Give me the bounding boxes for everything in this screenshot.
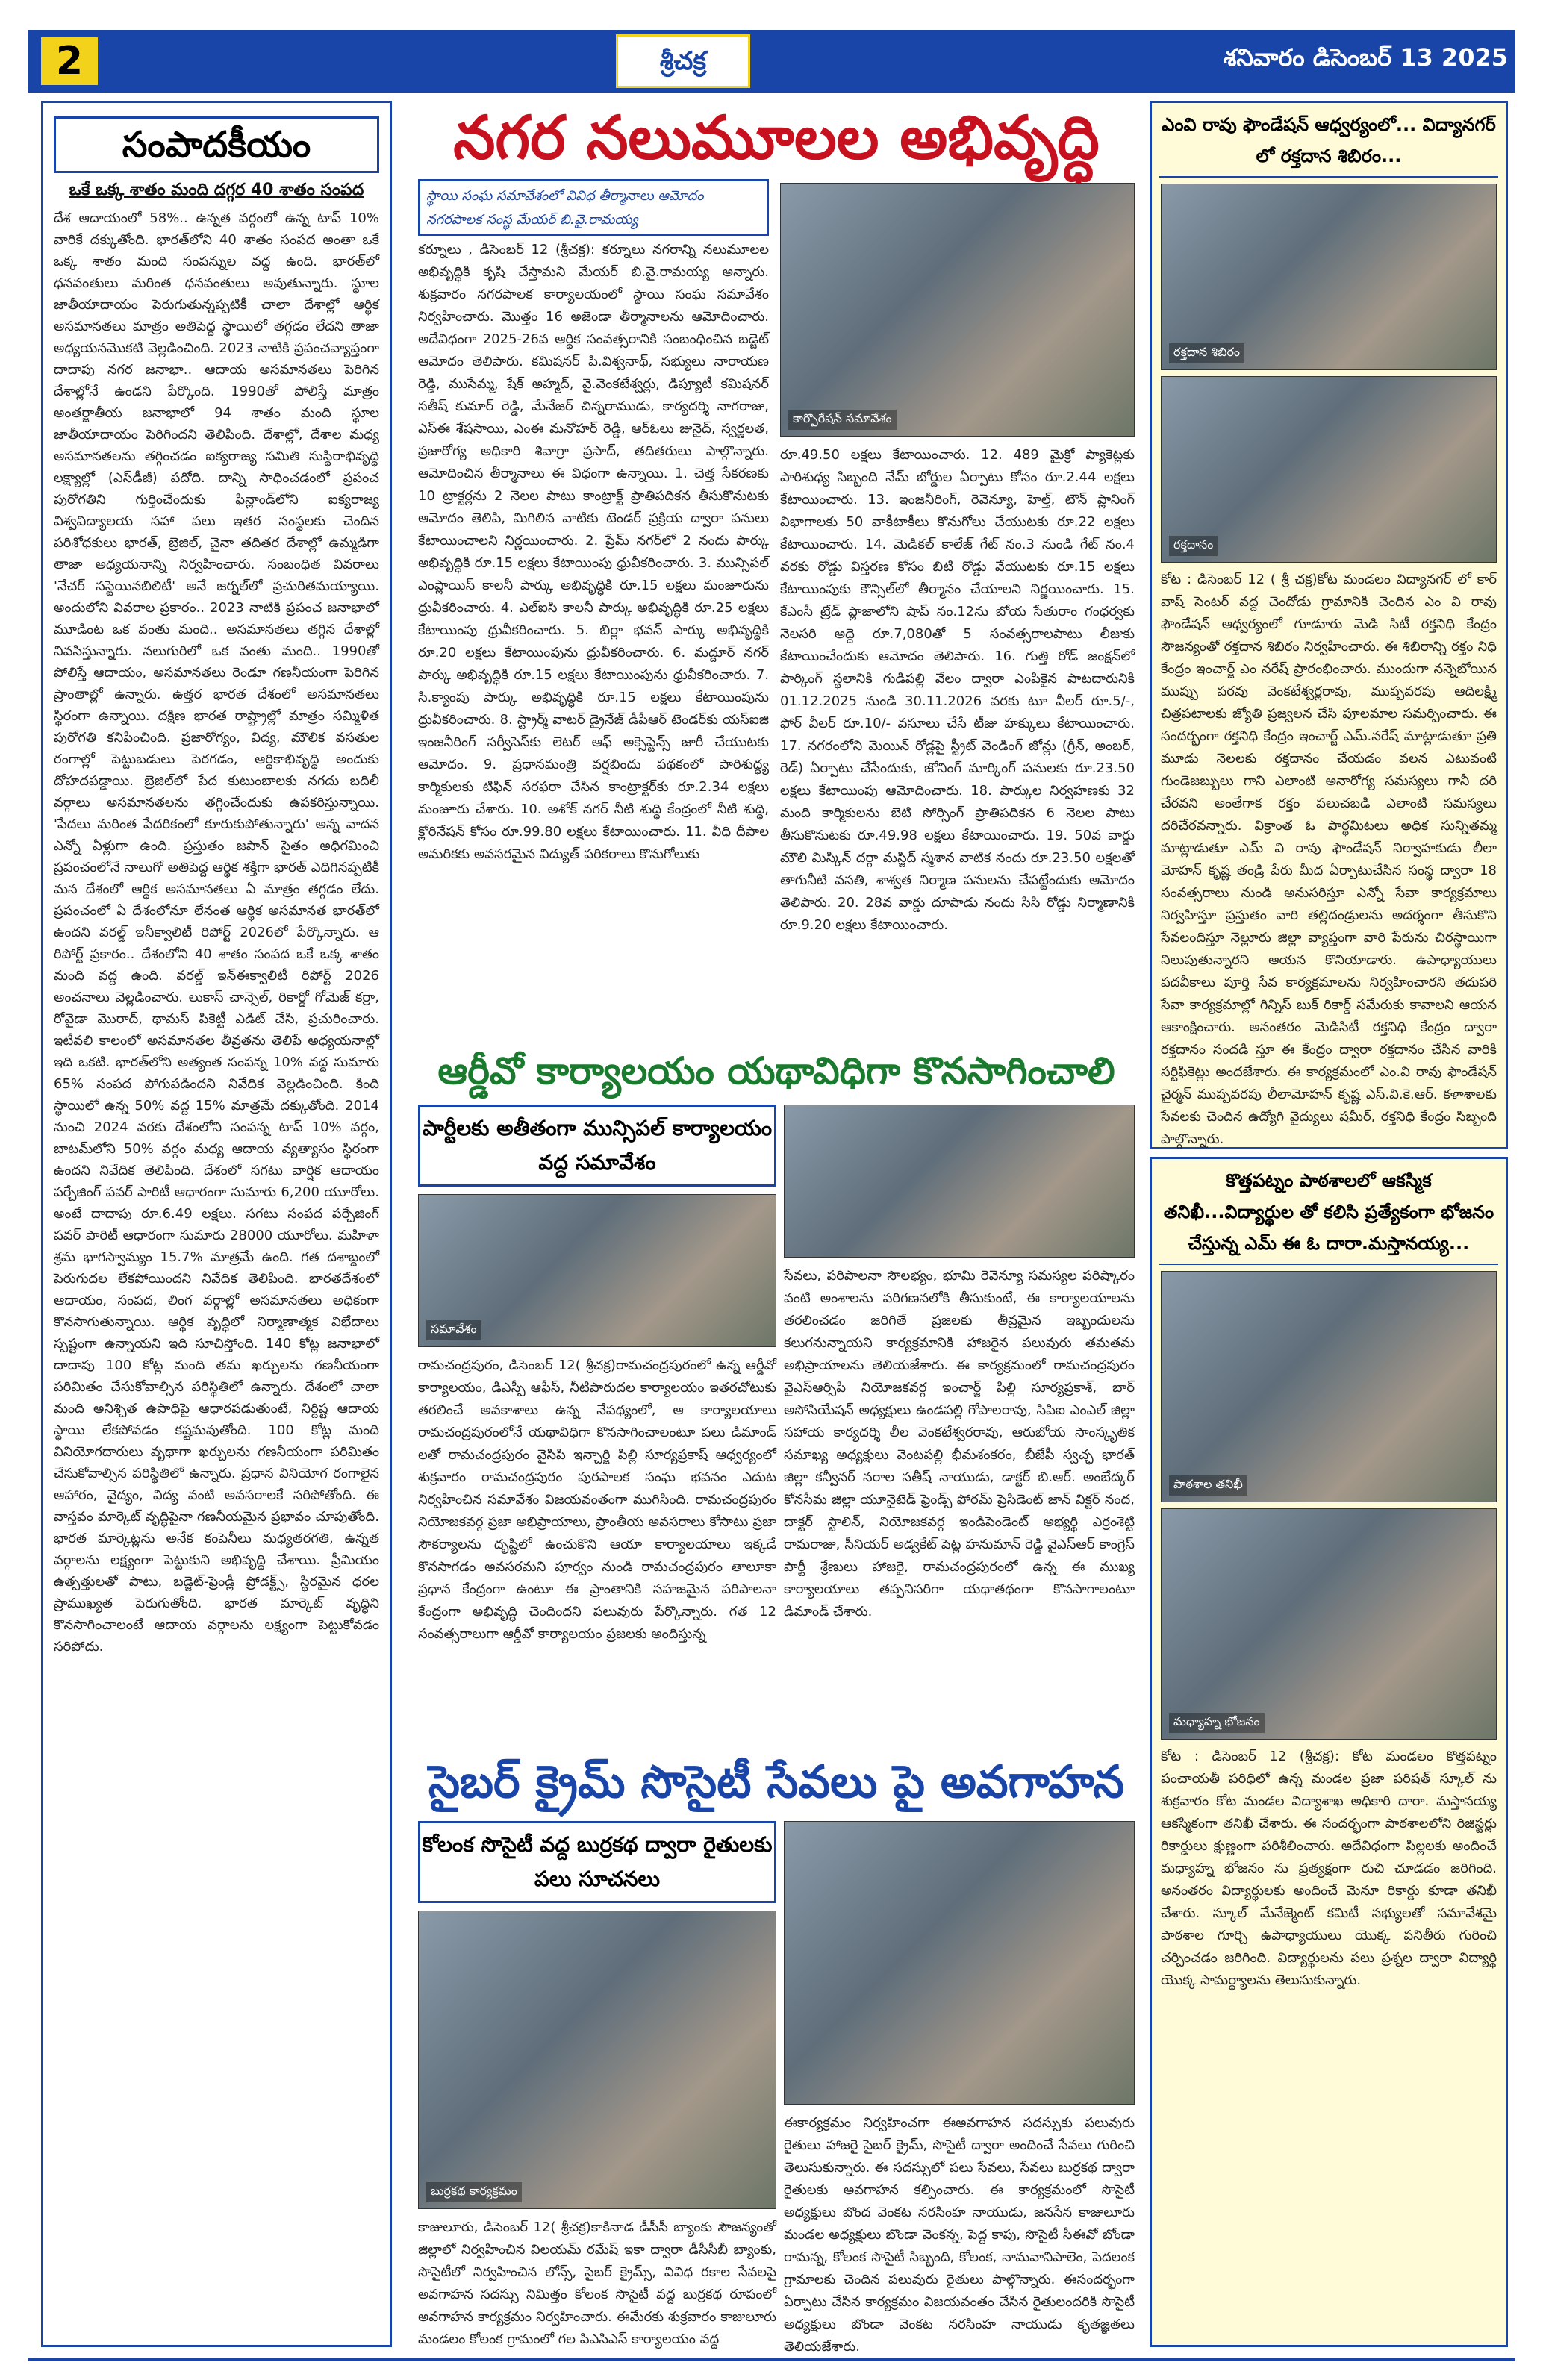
issue-date: శనివారం డిసెంబర్ 13 2025 [1223,43,1508,72]
cyber-story-body-left: కాజులూరు, డిసెంబర్ 12( శ్రీచక్ర)కాకినాడ డీసీసీ బ్యాంకు సౌజన్యంతో జిల్లాలో నిర్వహించిన విలయమ్ రమేష్ ఇకా ద్వారా డీసీసీబీ బ్యాంకు, సొసైటీలో నిర్వహించిన లోన్స్, సైబర్ క్రైమ్స్, వివిధ రకాల సేవలపై అవగాహన సదస్సు నిమిత్తం కోలంక సొసైటీ వద్ద బుర్రకథ రూపంలో అవగాహన కార్యక్రమం నిర్వహించారు. ఈమేరకు శుక్రవారం కాజులూరు మండలం కోలంక గ్రామంలో గల పిఎసిఎస్ కార్యాలయం వద్ద [418,2220,776,2347]
cyber-photo-label: బుర్రకథ కార్యక్రమం [426,2182,522,2202]
main-story-photo-label: కార్పొరేషన్ సమావేశం [788,410,897,430]
blood-camp-headline: ఎంవి రావు ఫౌండేషన్ ఆధ్వర్యంలో... విద్యానగర్ లో రక్తదాన శిబిరం... [1159,109,1498,178]
school-story-box [1150,1157,1508,2347]
blood-camp-body: కోట : డిసెంబర్ 12 ( శ్రీ చక్ర)కోట మండలం విద్యానగర్ లో కార్ వాష్ సెంటర్ వద్ద చెందోడు గ్రామానికి చెందిన ఎం వి రావు ఫౌండేషన్ ఆధ్వర్యంలో గూడూరు మెడి సిటీ రక్తనిధి కేంద్రం సౌజన్యంతో రక్తదాన శిబిరం నిర్వహించారు. ఈ శిబిరాన్ని రక్తం నిధి కేంద్రం ఇంచార్జ్ ఎం నరేష్ ప్రారంభించారు. ముందుగా నన్నెబోయిన ముప్పు పరవు వెంకటేశ్వర్లరావు, ముప్పవరపు ఆదిలక్ష్మి చిత్రపటాలకు జ్యోతి ప్రజ్వలన చేసి పూలమాల సమర్పించారు. ఈ సందర్భంగా రక్తనిధి కేంద్రం ఇంచార్జ్ ఎమ్.నరేష్ మాట్లాడుతూ ప్రతి మూడు నెలలకు రక్తదానం చేయడం వలన ఎటువంటి గుండెజబ్బులు గాని ఎలాంటి అనారోగ్య సమస్యలు గానీ దరి చేరవని అంతేగాక రక్తం పలుచబడి ఎలాంటి సమస్యలు దరిచేరవన్నారు. విక్రాంత ఓ పార్థమిటలు అధిక సున్నితమ్మ మాట్లాడుతూ ఎమ్ వి రావు ఫౌండేషన్ నిర్వాహకుడు లీలా మోహన్ కృష్ణ తండ్రి పేరు మీద ఏర్పాటుచేసిన సంస్థ ద్వారా 18 సంవత్సరాలు నుండి అనుసరిస్తూ ఎన్నో సేవా కార్యక్రమాలు నిర్వహిస్తూ ప్రస్తుతం వారి తల్లిదండ్రులను అదర్శంగా తీసుకొని సేవలందిస్తూ నెల్లూరు జిల్లా వ్యాప్తంగా వారి పేరును చిరస్థాయిగా నిలుపుతున్నారని ఆయన కొనియాడారు. ఉపాధ్యాయులు పదవీకాలు పూర్తి సేవ కార్యక్రమాలను నిర్వహించారని తదుపరి సేవా కార్యక్రమాల్లో గిన్నిస్ బుక్ రికార్డ్ సమేరుకు కావాలని ఆయన ఆకాంక్షించారు. అనంతరం మెడిసిటీ రక్తనిధి కేంద్రం ద్వారా రక్తదానం సందడి స్తూ ఈ కేంద్రం ద్వారా రక్తదానం చేసిన వారికి సర్టిఫికెట్లు అందజేశారు. ఈ కార్యక్రమంలో ఎం.వి రావు ఫౌండేషన్ చైర్మన్ ముప్పవరపు లీలామోహన్ కృష్ణ ఎస్.వి.కె.ఆర్. కళాశాలకు సేవలకు చెందిన ఉద్యోగి వైద్యులు షమీర్, రక్తనిధి కేంద్రం సిబ్బంది పాల్గొన్నారు. [1161,572,1497,1147]
school-photo-1-label: పాఠశాల తనిఖీ [1169,1475,1247,1496]
cyber-story-body-right: ఈకార్యక్రమం నిర్వహించగా ఈఅవగాహన సదస్సుకు పలువురు రైతులు హాజరై సైబర్ క్రైమ్, సొసైటీ ద్వారా అందించే సేవలు గురించి తెలుసుకున్నారు. ఈ సదస్సులో పలు సేవలు, సేవలు బుర్రకథ ద్వారా రైతులకు అవగాహన కల్పించారు. ఈ కార్యక్రమంలో సొసైటీ అధ్యక్షులు బొంద వెంకట నరసింహ నాయుడు, జనసేన కాజులూరు మండల అధ్యక్షులు బొండా వెంకన్న, పెద్ద కాపు, సొసైటీ సీఈవో బోండా రామన్న, కోలంక సొసైటీ సిబ్బంది, కోలంక, నామవానిపాలెం, పెదలంక గ్రామాలకు చెందిన పలువురు రైతులు పాల్గొన్నారు. ఈసందర్భంగా ఏర్పాటు చేసిన కార్యక్రమం విజయవంతం చేసిన రైతులందరికి సొసైటీ అధ్యక్షులు బొండా వెంకట నరసింహ నాయుడు కృతజ్ఞతలు తెలియజేశారు. [784,2115,1135,2355]
rdo-story-body-right: సేవలు, పరిపాలనా సౌలభ్యం, భూమి రెవెన్యూ సమస్యల పరిష్కారం వంటి అంశాలను పరిగణనలోకి తీసుకుంటే, ఈ కార్యాలయాలను తరలించడం జరిగితే ప్రజలకు తీవ్రమైన ఇబ్బందులను కలుగనున్నాయని కార్యక్రమానికి హాజరైన పలువురు తమతమ అభిప్రాయాలను తెలియజేశారు. ఈ కార్యక్రమంలో రామచంద్రపురం వైఎస్ఆర్సిపి నియోజకవర్గ ఇంచార్జ్ పిల్లి సూర్యప్రకాశ్, బార్ అసోసియేషన్ అధ్యక్షులు ఉండపల్లి గోపాలరావు, సిపిఐ ఎంఎల్ జిల్లా సహాయ కార్యదర్శి లీల వెంకటేశ్వరరావు, ఆరుబోయ సాంస్కృతిక సమాఖ్య అధ్యక్షులు వెంటపల్లి భీమశంకరం, బీజేపీ స్వచ్ఛ భారత్ జిల్లా కన్వీనర్ నరాల సతీష్ నాయుడు, డాక్టర్ బి.ఆర్. అంబేద్కర్ కోనసీమ జిల్లా యూనైటెడ్ ఫ్రెండ్స్ ఫోరమ్ ప్రెసిడెంట్ జాన్ విక్టర్ నంద, దాక్టర్ స్టాలిన్, నియోజకవర్గ ఇండిపెండెంట్ అభ్యర్థి ఎర్రంశెట్టి రామరాజు, సీనియర్ అడ్వకేట్ పెట్ల హనుమాన్ రెడ్డి వైఎస్ఆర్ కాంగ్రెస్ పార్టీ శ్రేణులు హాజరై, రామచంద్రపురంలో ఉన్న ఈ ముఖ్య కార్యాలయాలు తప్పనిసరిగా యథాతథంగా కొనసాగాలంటూ డిమాండ్ చేశారు. [784,1268,1135,1620]
rdo-headline: ఆర్డీవో కార్యాలయం యథావిధిగా కొనసాగించాలి [437,1049,1115,1093]
blood-camp-box [1150,101,1508,1149]
page-number: 2 [41,37,98,85]
rdo-subheadline: పార్టీలకు అతీతంగా మున్సిపల్ కార్యాలయం వద్ద సమావేశం [418,1105,776,1187]
rdo-photo-stage [784,1105,1135,1258]
editorial-headline: ఒకే ఒక్క శాతం మంది దగ్గర 40 శాతం సంపద [69,181,364,199]
main-story-body-right: రూ.49.50 లక్షలు కేటాయించారు. 12. 489 మైక్రో ప్యాకెట్లకు పారిశుధ్య సిబ్బంది నేమ్ బోర్డుల ఏర్పాటు కోసం రూ.2.44 లక్షలు కేటాయించారు. 13. ఇంజనీరింగ్, రెవెన్యూ, హెల్త్, టౌన్ ప్లానింగ్ విభాగాలకు 50 వాకీటాకీలు కొనుగోలు చేయుటకు రూ.22 లక్షలు కేటాయించారు. 14. మెడికల్ కాలేజ్ గేట్ నం.3 నుండి గేట్ నం.4 వరకు రోడ్డు విస్తరణ కోసం బిటి రోడ్డు వేయుటకు రూ.15 లక్షలు కేటాయింపుకు కౌన్సిల్‌లో తీర్మానం చేయాలని నిర్ణయించారు. 15. కేఎంసీ ట్రేడ్ ప్లాజాలోని షాప్ నం.12ను బోయ సేతురాం గంధర్వకు నెలసరి అద్దె రూ.7,080తో 5 సంవత్సరాలపాటు లీజుకు కేటాయించేందుకు ఆమోదం తెలిపారు. 16. గుత్తి రోడ్ జంక్షన్‌లో పార్కింగ్ స్థలానికి గుడిపల్లి వేలం ద్వారా ఎంపికైన పాటదారునికి 01.12.2025 నుండి 30.11.2026 వరకు టూ వీలర్ రూ.5/-, ఫోర్ వీలర్ రూ.10/- వసూలు చేసే టీజు హక్కులు కేటాయించారు. 17. నగరంలోని మెయిన్ రోడ్లపై స్ట్రీట్ వెండింగ్ జోన్లు (గ్రీన్, అంబర్, రెడ్) ఏర్పాటు చేసేందుకు, జోనింగ్ మార్కింగ్ పనులకు రూ.23.50 లక్షలు కేటాయింపు ఆమోదించారు. 18. పార్కుల నిర్వహణకు 32 మంది కార్మికులను బెటి సోర్సింగ్ ప్రాతిపదికన 6 నెలల పాటు తీసుకొనుటకు రూ.49.98 లక్షలు కేటాయించారు. 19. 50వ వార్డు మౌలి మిస్కిన్ దర్గా మస్జిద్ స్మశాన వాటిక నందు రూ.23.50 లక్షలతో తాగునీటి వసతి, శాశ్వత నిర్మాణ పనులను చేపట్టేందుకు ఆమోదం తెలిపారు. 20. 28వ వార్డు దూపాడు నందు సిసి రోడ్డు నిర్మాణానికి రూ.9.20 లక్షలు కేటాయించారు. [780,447,1135,933]
main-story-body-left: కర్నూలు , డిసెంబర్ 12 (శ్రీచక్ర): కర్నూలు నగరాన్ని నలుమూలల అభివృద్ధికి కృషి చేస్తామని మేయర్ బి.వై.రామయ్య అన్నారు. శుక్రవారం నగరపాలక కార్యాలయంలో స్థాయి సంఘ సమావేశం నిర్వహించారు. మొత్తం 16 అజెండా తీర్మానాలను ఆమోదించారు. అదేవిధంగా 2025-26వ ఆర్థిక సంవత్సరానికి సంబంధించిన బడ్జెట్ ఆమోదం తెలిపారు. కమిషనర్ పి.విశ్వనాథ్, సభ్యులు నారాయణ రెడ్డి, ముసేమ్మ, షేక్ అహ్మద్, వై.వెంకటేశ్వర్లు, డిప్యూటీ కమిషనర్ సతీష్ కుమార్ రెడ్డి, మేనేజర్ చిన్నరాముడు, కార్యదర్శి నాగరాజు, ఎస్‌ఈ శేషసాయి, ఎంఈ మనోహర్ రెడ్డి, ఆర్‌ఓలు జునైద్, స్వర్ణలత, ప్రజారోగ్య అధికారి శివాగ్రా ప్రసాద్, తదితరులు పాల్గొన్నారు. ఆమోదించిన తీర్మానాలు ఈ విధంగా ఉన్నాయి. 1. చెత్త సేకరణకు 10 ట్రాక్టర్లను 2 నెలల పాటు కాంట్రాక్ట్ ప్రాతిపదికన తీసుకొనుటకు ఆమోదం తెలిపి, మిగిలిన వాటికు టెండర్ ప్రక్రియ ద్వారా పనులు కేటాయించాలని నిర్ణయించారు. 2. ప్రేమ్ నగర్‌లో 2 నందు పార్కు అభివృద్ధికి రూ.15 లక్షలు కేటాయింపు ధ్రువీకరించారు. 3. మున్సిపల్ ఎంప్లాయిస్ కాలనీ పార్కు అభివృద్ధికి రూ.15 లక్షలు మంజూరును ధ్రువీకరించారు. 4. ఎల్ఐసి కాలనీ పార్కు అభివృద్ధికి రూ.25 లక్షలు కేటాయింపు ధ్రువీకరించారు. 5. బిర్లా భవన్ పార్కు అభివృద్ధికి రూ.20 లక్షలు కేటాయింపును ధ్రువీకరించారు. 6. మద్దూర్ నగర్ పార్కు అభివృద్ధికి రూ.15 లక్షలు కేటాయింపును ధ్రువీకరించారు. 7. సి.క్యాంపు పార్కు అభివృద్ధికి రూ.15 లక్షలు కేటాయింపును ధ్రువీకరించారు. 8. స్ట్రార్మ్ వాటర్ డ్రైనేజ్ డీపీఆర్ టెండర్‌కు యస్ఐజి ఇంజనీరింగ్ సర్వీసెస్‌కు లెటర్ ఆఫ్ అక్సెప్టెన్స్ జారీ చేయుటకు ఆమోదం. 9. ప్రధానమంత్రి వర్షబిందు పథకంలో పారిశుద్ధ్య కార్మికులకు టిఫిన్ సరఫరా చేసిన కాంట్రాక్టర్‌కు రూ.2.34 లక్షలు మంజూరు చేశారు. 10. అశోక్ నగర్ నీటి శుద్ధి కేంద్రంలో నీటి శుద్ధి, క్లోరినేషన్ కోసం రూ.99.80 లక్షలు కేటాయించారు. 11. వీధి దీపాల అమరికకు అవసరమైన విద్యుత్ పరికరాలు కొనుగోలుకు [418,242,769,862]
blood-camp-photo-1 [1161,184,1497,370]
rdo-story-body-left: రామచంద్రపురం, డిసెంబర్ 12( శ్రీచక్ర)రామచంద్రపురంలో ఉన్న ఆర్డీవో కార్యాలయం, డిఎస్పీ ఆఫీస్, నీటిపారుదల కార్యాలయం ఇతరచోటుకు తరలించే అవకాశాలు ఉన్న నేపథ్యంలో, ఆ కార్యాలయాలు రామచంద్రపురంలోనే యథావిధిగా కొనసాగించాలంటూ పలు డిమాండ్ లతో రామచంద్రపురం వైసిపి ఇన్చార్జి పిల్లి సూర్యప్రకాష్ ఆధ్వర్యంలో శుక్రవారం రామచంద్రపురం పురపాలక సంఘ భవనం ఎదుట నిర్వహించిన సమావేశం విజయవంతంగా ముగిసింది. రామచంద్రపురం నియోజకవర్గ ప్రజా అభిప్రాయాలు, ప్రాంతీయ అవసరాలు కోసాటు ప్రజా సౌకర్యాలను దృష్టిలో ఉంచుకొని ఆయా కార్యాలయాలు ఇక్కడే కొనసాగడం అవసరమని పూర్వం నుండి రామచంద్రపురం తాలూకా ప్రధాన కేంద్రంగా ఉంటూ ఈ ప్రాంతానికి సహజమైన పరిపాలనా కేంద్రంగా అభివృద్ధి చెందిందని పలువురు పేర్కొన్నారు. గత 12 సంవత్సరాలుగా ఆర్డీవో కార్యాలయం ప్రజలకు అందిస్తున్న [418,1358,776,1642]
blood-camp-photo-2-label: రక్తదానం [1169,536,1218,556]
main-story-photo [780,183,1135,437]
main-headline: నగర నలుమూలల అభివృద్ధి [453,103,1100,172]
main-subheadline: స్థాయి సంఘ సమావేశంలో వివిధ తీర్మానాలు ఆమోదం నగరపాలక సంస్థ మేయర్ బి.వై.రామయ్య [418,179,769,236]
blood-camp-photo-2 [1161,376,1497,563]
masthead-logo: శ్రీచక్ర [616,34,750,88]
editorial-column [41,101,392,2347]
cyber-photo-farmers [784,1821,1135,2105]
rdo-photo-label: సమావేశం [426,1320,481,1340]
rdo-photo-meeting [418,1194,776,1347]
cyber-headline: సైబర్ క్రైమ్ సొసైటీ సేవలు పై అవగాహన [428,1756,1125,1808]
cyber-subheadline: కోలంక సొసైటీ వద్ద బుర్రకథ ద్వారా రైతులకు పలు సూచనలు [418,1821,776,1903]
school-story-headline: కొత్తపట్నం పాఠశాలలో ఆకస్మిక తనిఖీ...విద్యార్థుల తో కలిసి ప్రత్యేకంగా భోజనం చేస్తున్న ఎమ్ ఈ ఓ దారా.మస్తానయ్య... [1159,1165,1498,1265]
cyber-photo-burrakatha [418,1911,776,2209]
blood-camp-photo-1-label: రక్తదాన శిబిరం [1169,343,1244,363]
school-story-body: కోట : డిసెంబర్ 12 (శ్రీచక్ర): కోట మండలం కొత్తపట్నం పంచాయతీ పరిధిలో ఉన్న మండల ప్రజా పరిషత్ స్కూల్ ను శుక్రవారం కోట మండల విద్యాశాఖ అధికారి దారా. మస్తానయ్య ఆకస్మికంగా తనిఖీ చేశారు. ఈ సందర్భంగా పాఠశాలలోని రిజిస్టర్లు రికార్డులు క్షుణ్ణంగా పరిశీలించారు. అదేవిధంగా పిల్లలకు అందించే మధ్యాహ్న భోజనం ను ప్రత్యక్షంగా రుచి చూడడం జరిగింది. అనంతరం విద్యార్థులకు అందించే మెనూ రికార్డు కూడా తనిఖీ చేశారు. స్కూల్ మేనేజ్మెంట్ కమిటీ సభ్యులతో సమావేశమై పాఠశాల గూర్చి ఉపాధ్యాయులు యొక్క పనితీరు గురించి చర్చించడం జరిగింది. విద్యార్థులను పలు ప్రశ్నల ద్వారా విద్యార్థి యొక్క సామర్థ్యాలను తెలుసుకున్నారు. [1161,1749,1497,1988]
editorial-body: దేశ ఆదాయంలో 58%.. ఉన్నత వర్గంలో ఉన్న టాప్ 10% వారికే దక్కుతోంది. భారత్‌లోని 40 శాతం సంపద అంతా ఒకే ఒక్క శాతం మంది సంపన్నుల వద్ద ఉంది. భారత్‌లో ధనవంతులు మరింత ధనవంతులు అవుతున్నారు. స్థూల జాతీయాదాయం పెరుగుతున్నప్పటికీ చాలా దేశాల్లో ఆర్థిక అసమానతలు మాత్రం అతిపెద్ద స్థాయిలో తగ్గడం లేదని తాజా అధ్యయనమొకటి వెల్లడించింది. 2023 నాటికి ప్రపంచవ్యాప్తంగా దాదాపు నగర జనాభా.. ఆదాయ అసమానతలు పెరిగిన దేశాల్లోనే ఉండని పేర్కొంది. 1990తో పోలిస్తే మాత్రం అంతర్జాతీయ జనాభాలో 94 శాతం మంది స్థూల జాతీయాదాయం పెరిగిందని తెలిపింది. దేశాల్లో, దేశాల మధ్య అసమానతలను తగ్గించడం ఐక్యరాజ్య సమితి సుస్థిరాభివృద్ధి లక్ష్యాల్లో (ఎస్‌డీజీ) పదోది. దాన్ని సాధించడంలో ప్రపంచ పురోగతిని గుర్తించేందుకు ఫిన్లాండ్‌లోని ఐక్యరాజ్య విశ్వవిద్యాలయ సహా పలు ఇతర సంస్థలకు చెందిన పరిశోధకులు భారత్, బ్రెజిల్, చైనా తదితర దేశాల్లో ఉమ్మడిగా తాజా అధ్యయనాన్ని నిర్వహించారు. సంబంధిత వివరాలు 'నేచర్ సస్టెయినబిలిటీ' అనే జర్నల్‌లో ప్రచురితమయ్యాయి. అందులోని వివరాల ప్రకారం.. 2023 నాటికి ప్రపంచ జనాభాలో మూడింట ఒక వంతు మంది.. అసమానతలు తగ్గిన దేశాల్లో నివసిస్తున్నారు. నలుగురిలో ఒక వంతు మంది.. 1990తో పోలిస్తే ఆదాయం, అసమానతలు రెండూ గణనీయంగా పెరిగిన ప్రాంతాల్లో ఉన్నారు. ఉత్తర భారత దేశంలో అసమానతలు స్థిరంగా ఉన్నాయి. దక్షిణ భారత రాష్ట్రాల్లో మాత్రం సమ్మిళిత పురోగతి కనిపించింది. ప్రజారోగ్యం, విద్య, మౌలిక వసతుల రంగాల్లో పెట్టుబడులు పెరగడం, ఆర్థికాభివృద్ధి అందుకు దోహదపడ్డాయి. బ్రెజిల్‌లో పేద కుటుంబాలకు నగదు బదిలీ వర్గాలు అసమానతలను తగ్గించేందుకు ఉపకరిస్తున్నాయి. 'పేదలు మరింత పేదరికంలో కూరుకుపోతున్నారు' అన్న వాదన ఎన్నో ఏళ్లుగా ఉంది. ప్రస్తుతం జపాన్ సైతం అధిగమించి ప్రపంచంలోనే నాలుగో అతిపెద్ద ఆర్థిక శక్తిగా భారత్ ఎదిగినప్పటికీ మన దేశంలో ఆర్థిక అసమానతలు ఏ మాత్రం తగ్గడం లేదు. ప్రపంచంలో ఏ దేశంలోనూ లేనంత ఆర్థిక అసమానత భారత్‌లో ఉందని వరల్డ్ ఇనీక్వాలిటీ రిపోర్ట్ 2026లో పేర్కొన్నారు. ఆ రిపోర్ట్ ప్రకారం.. దేశంలోని 40 శాతం సంపద ఒకే ఒక్క శాతం మంది వద్ద ఉంది. వరల్డ్ ఇన్‌ఈక్వాలిటీ రిపోర్ట్ 2026 అంచనాలు వెల్లడించారు. లుకాస్ చాన్సెల్, రికార్డో గోమెజ్ కర్రా, రోవైడా మొరాద్, థామస్ పికెట్టీ ఎడిట్ చేసి, ప్రచురించారు. ఇటీవలి కాలంలో అసమానతల తీవ్రతను తెలిపే అధ్యయనాల్లో ఇది ఒకటి. భారత్‌లోని అత్యంత సంపన్న 10% వద్ద సుమారు 65% సంపద పోగుపడిందని నివేదిక వెల్లడించింది. కింది స్థాయిలో ఉన్న 50% వద్ద 15% మాత్రమే దక్కుతోంది. 2014 నుంచి 2024 వరకు దేశంలోని సంపన్న టాప్ 10% వర్గం, బాటమ్‌లోని 50% వర్గం మధ్య ఆదాయ వ్యత్యాసం స్థిరంగా ఉందని నివేదిక తెలిపింది. దేశంలో సగటు వార్షిక ఆదాయం పర్చేజింగ్ పవర్ పారిటీ ఆధారంగా సుమారు 6,200 యూరోలు. అంటే దాదాపు రూ.6.49 లక్షలు. సగటు సంపద పర్చేజింగ్ పవర్ పారిటీ ఆధారంగా సుమారు 28000 యూరోలు. మహిళా శ్రమ భాగస్వామ్యం 15.7% మాత్రమే ఉంది. గత దశాబ్దంలో పెరుగుదల లేకపోయిందని నివేదిక తెలిపింది. భారతదేశంలో ఆదాయం, సంపద, లింగ వర్గాల్లో అసమానతలు అధికంగా కొనసాగుతున్నాయి. ఆర్థిక వృద్ధిలో నిర్మాణాత్మక విభేదాలు స్పష్టంగా ఉన్నాయని ఇది సూచిస్తోంది. 140 కోట్ల జనాభాలో దాదాపు 100 కోట్ల మంది తమ ఖర్చులను గణనీయంగా పరిమితం చేసుకోవాల్సిన పరిస్థితిలో ఉన్నారు. దేశంలో చాలా మంది అనిశ్చిత ఉపాధిపై ఆధారపడుతుంటే, నిర్దిష్ట ఆదాయ స్థాయి లేకపోవడం కష్టమవుతోంది. 100 కోట్ల మంది వినియోగదారులు వృథాగా ఖర్చులను గణనీయంగా పరిమితం చేసుకోవాల్సిన పరిస్థితిలో ఉన్నారు. ప్రధాన వినియోగ రంగాలైన ఆహారం, వైద్యం, విద్య వంటి అవసరాలకే సరిపోతోంది. ఈ వాస్తవం మార్కెట్ వృద్ధిపైనా గణనీయమైన ప్రభావం చూపుతోంది. భారత మార్కెట్లను అనేక కంపెనీలు మధ్యతరగతి, ఉన్నత వర్గాలను లక్ష్యంగా పెట్టుకుని అభివృద్ధి చేశాయి. ప్రీమియం ఉత్పత్తులతో పాటు, బడ్జెట్-ఫ్రెండ్లీ ప్రోడక్ట్స్, స్థిరమైన ధరల ప్రాముఖ్యత పెరుగుతోంది. భారత మార్కెట్ వృద్ధిని కొనసాగించాలంటే ఆదాయ వర్గాలను లక్ష్యంగా పెట్టుకోవడం సరిపోదు. [54,210,379,1655]
editorial-title: సంపాదకీయం [54,116,379,173]
footer-rule [28,2358,1515,2361]
school-photo-2 [1161,1508,1497,1740]
school-photo-2-label: మధ్యాహ్న భోజనం [1169,1713,1265,1733]
school-photo-1 [1161,1271,1497,1502]
